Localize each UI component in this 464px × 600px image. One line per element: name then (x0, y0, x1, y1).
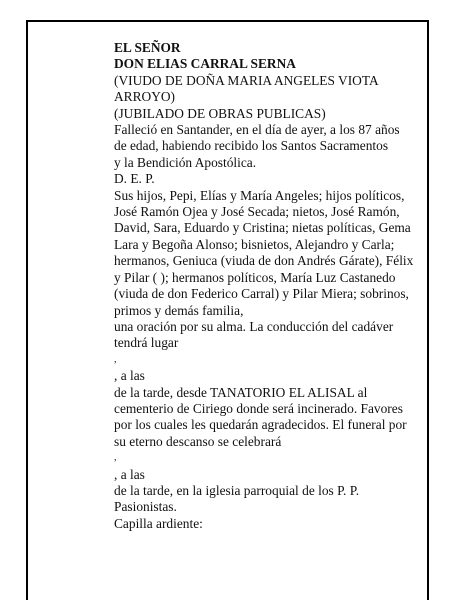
notice-line: de edad, habiendo recibido los Santos Sacramentos (114, 138, 389, 154)
notice-line: tendrá lugar (114, 335, 179, 351)
notice-line: de la tarde, desde TANATORIO EL ALISAL al (114, 384, 368, 400)
notice-line: DON ELIAS CARRAL SERNA (114, 56, 296, 72)
notice-line: hermanos, Geniuca (viuda de don Andrés Gárate), Félix (114, 253, 414, 269)
notice-line: su eterno descanso se celebrará (114, 433, 282, 449)
notice-line: , (114, 353, 117, 365)
notice-line: David, Sara, Eduardo y Cristina; nietas políticas, Gema (114, 220, 411, 236)
notice-line: , a las (114, 466, 145, 482)
notice-line: y la Bendición Apostólica. (114, 154, 257, 170)
notice-line: Capilla ardiente: (114, 515, 203, 531)
notice-line: José Ramón Ojea y José Secada; nietos, José Ramón, (114, 204, 400, 220)
notice-line: , (114, 452, 117, 464)
notice-line: (JUBILADO DE OBRAS PUBLICAS) (114, 105, 326, 121)
notice-line: D. E. P. (114, 171, 155, 187)
notice-line: por los cuales les quedarán agradecidos. El funeral por (114, 417, 407, 433)
notice-line: una oración por su alma. La conducción del cadáver (114, 318, 394, 334)
notice-line: Sus hijos, Pepi, Elías y María Angeles; hijos políticos, (114, 187, 405, 203)
notice-line: (viuda de don Federico Carral) y Pilar Miera; sobrinos, (114, 286, 409, 302)
notice-line: EL SEÑOR (114, 40, 181, 55)
notice-line: (VIUDO DE DOÑA MARIA ANGELES VIOTA (114, 72, 379, 88)
notice-line: primos y demás familia, (114, 302, 244, 318)
notice-line: ARROYO) (114, 89, 176, 105)
notice-line: Pasionistas. (114, 499, 177, 515)
notice-line: Lara y Begoña Alonso; bisnietos, Alejandro y Carla; (114, 236, 395, 252)
notice-line: , a las (114, 368, 145, 384)
notice-line: y Pilar ( ); hermanos políticos, María Luz Castanedo (114, 269, 396, 285)
notice-line: cementerio de Ciriego donde será incinerado. Favores (114, 400, 403, 416)
obituary-notice-text (114, 40, 416, 532)
notice-line: de la tarde, en la iglesia parroquial de los P. P. (114, 482, 360, 498)
notice-line: Falleció en Santander, en el día de ayer, a los 87 años (114, 122, 400, 138)
